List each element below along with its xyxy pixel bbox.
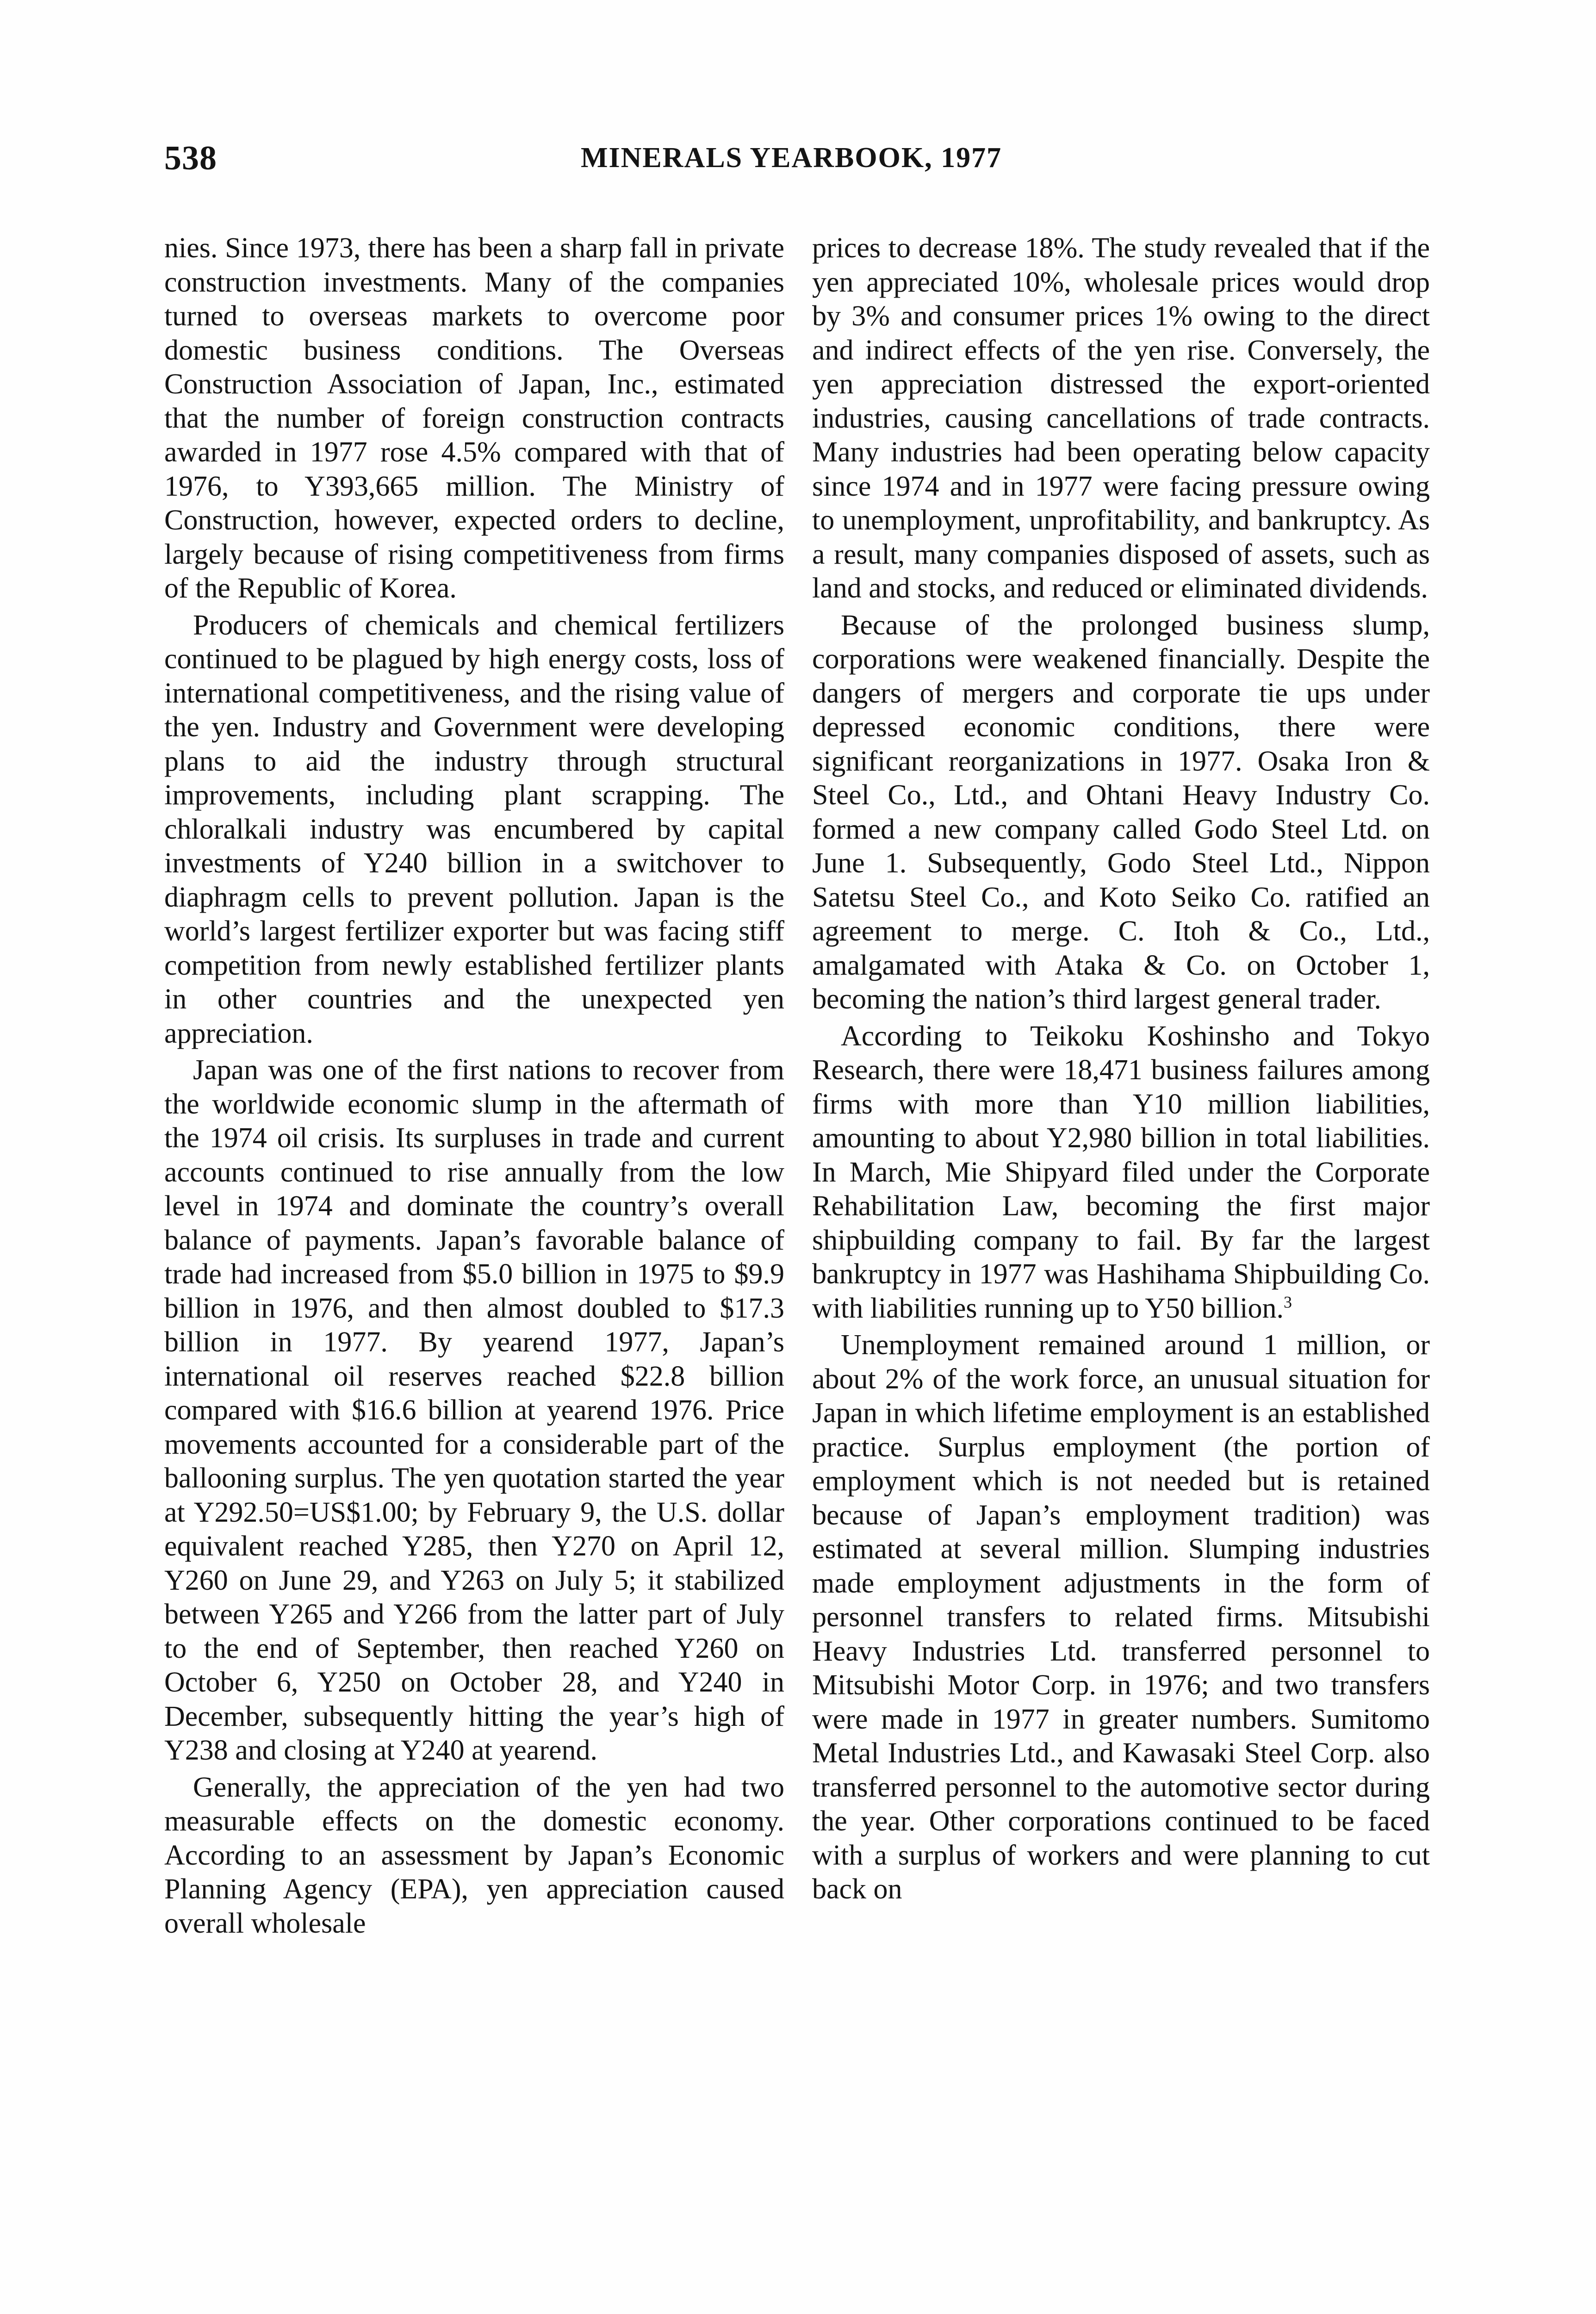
footnote-reference: 3 — [1283, 1292, 1292, 1311]
paragraph: Because of the prolonged business slump, corporations were weakened financially. Despite the dangers of mergers and corporate tie ups under depressed economic conditions, there were significant reorganizations in 1977. Osaka Iron & Steel Co., Ltd., and Ohtani Heavy Industry Co. formed a new company called Godo Steel Ltd. on June 1. Subsequently, Godo Steel Ltd., Nippon Satetsu Steel Co., and Koto Seiko Co. ratified an agreement to merge. C. Itoh & Co., Ltd., amalgamated with Ataka & Co. on October 1, becoming the nation’s third largest general trader. — [812, 609, 1430, 1015]
paragraph: Unemployment remained around 1 million, or about 2% of the work force, an unusual situation for Japan in which lifetime employment is an established practice. Surplus employment (the portion of employment which is not needed but is retained because of Japan’s employment tradition) was estimated at several million. Slumping industries made employment adjustments in the form of personnel transfers to related firms. Mitsubishi Heavy Industries Ltd. transferred personnel to Mitsubishi Motor Corp. in 1976; and two transfers were made in 1977 in greater numbers. Sumitomo Metal Industries Ltd., and Kawasaki Steel Corp. also transferred personnel to the automotive sector during the year. Other corporations continued to be faced with a surplus of workers and were planning to cut back on — [812, 1329, 1430, 1905]
right-column — [812, 231, 1430, 1907]
page-number: 538 — [164, 139, 217, 177]
running-title: MINERALS YEARBOOK, 1977 — [581, 142, 1002, 174]
running-header — [164, 139, 1432, 180]
paragraph: prices to decrease 18%. The study revealed that if the yen appreciated 10%, wholesale prices would drop by 3% and consumer prices 1% owing to the direct and indirect effects of the yen rise. Conversely, the yen appreciation distressed the export-oriented industries, causing cancellations of trade contracts. Many industries had been operating below capacity since 1974 and in 1977 were facing pressure owing to unemployment, unprofitability, and bankruptcy. As a result, many companies disposed of assets, such as land and stocks, and reduced or eliminated dividends. — [812, 232, 1430, 604]
paragraph: Japan was one of the first nations to recover from the worldwide economic slump in the aftermath of the 1974 oil crisis. Its surpluses in trade and current accounts continued to rise annually from the low level in 1974 and dominate the country’s overall balance of payments. Japan’s favorable balance of trade had increased from $5.0 billion in 1975 to $9.9 billion in 1976, and then almost doubled to $17.3 billion in 1977. By yearend 1977, Japan’s international oil reserves reached $22.8 billion compared with $16.6 billion at yearend 1976. Price movements accounted for a considerable part of the ballooning surplus. The yen quotation started the year at Y292.50=US$1.00; by February 9, the U.S. dollar equivalent reached Y285, then Y270 on April 12, Y260 on June 29, and Y263 on July 5; it stabilized between Y265 and Y266 from the latter part of July to the end of September, then reached Y260 on October 6, Y250 on October 28, and Y240 in December, subsequently hitting the year’s high of Y238 and closing at Y240 at yearend. — [164, 1054, 784, 1766]
paragraph — [812, 1020, 1430, 1326]
left-column — [164, 231, 784, 1941]
paragraph: Generally, the appreciation of the yen had two measurable effects on the domestic economy. According to an assessment by Japan’s Economic Planning Agency (EPA), yen appreciation caused overall wholesale — [164, 1771, 784, 1939]
paragraph-text: According to Teikoku Koshinsho and Tokyo Research, there were 18,471 business failures among firms with more than Y10 million liabilities, amounting to about Y2,980 billion in total liabilities. In March, Mie Shipyard filed under the Corporate Rehabilitation Law, becoming the first major shipbuilding company to fail. By far the largest bankruptcy in 1977 was Hashihama Shipbuilding Co. with liabilities running up to Y50 billion. — [812, 1020, 1430, 1324]
paragraph: nies. Since 1973, there has been a sharp fall in private construction investments. Many of the companies turned to overseas markets to overcome poor domestic business conditions. The Overseas Construction Association of Japan, Inc., estimated that the number of foreign construction contracts awarded in 1977 rose 4.5% compared with that of 1976, to Y393,665 million. The Ministry of Construction, however, expected orders to decline, largely because of rising competitiveness from firms of the Republic of Korea. — [164, 232, 784, 604]
paragraph: Producers of chemicals and chemical fertilizers continued to be plagued by high energy costs, loss of international competitiveness, and the rising value of the yen. Industry and Government were developing plans to aid the industry through structural improvements, including plant scrapping. The chloralkali industry was encumbered by capital investments of Y240 billion in a switchover to diaphragm cells to prevent pollution. Japan is the world’s largest fertilizer exporter but was facing stiff competition from newly established fertilizer plants in other countries and the unexpected yen appreciation. — [164, 609, 784, 1049]
